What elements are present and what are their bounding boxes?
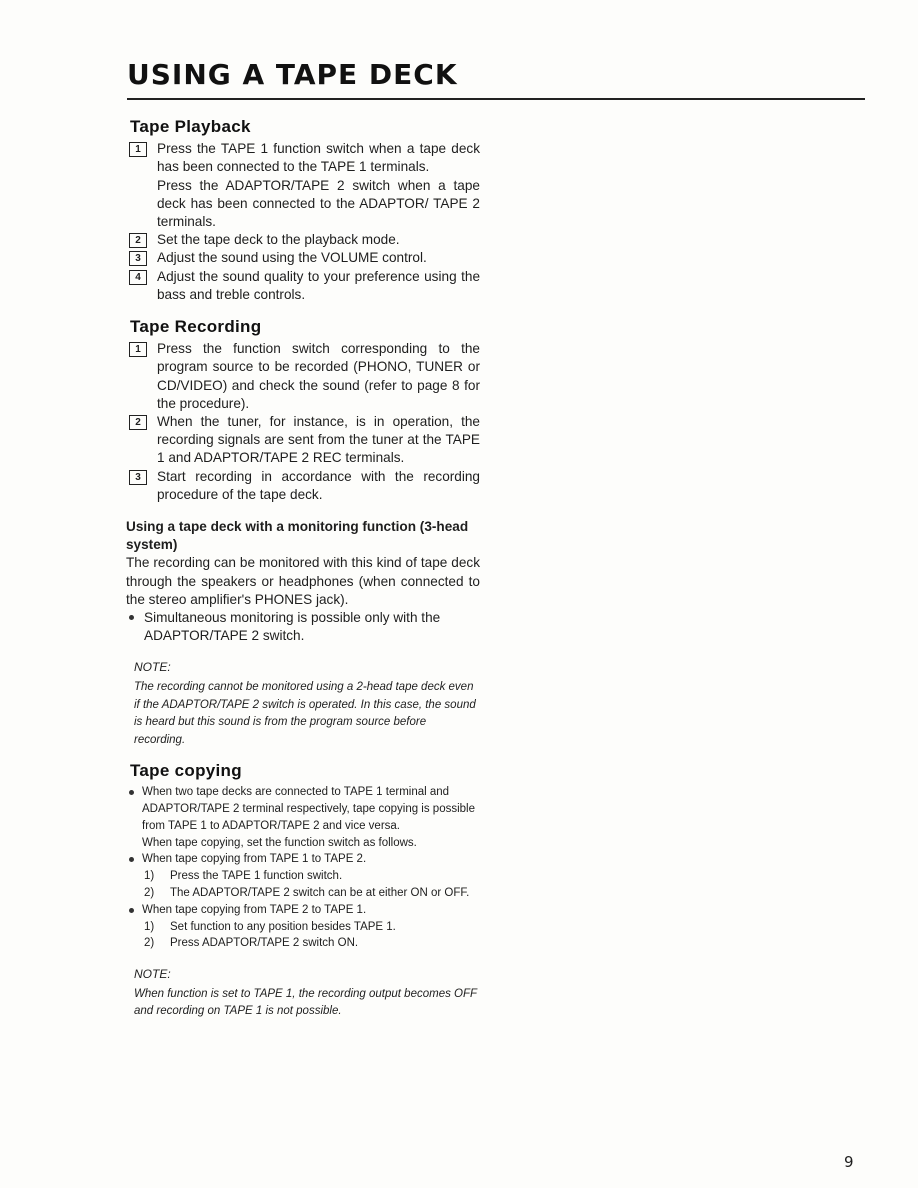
monitoring-bullets (120, 609, 480, 645)
step-text: Start recording in accordance with the recording procedure of the tape deck. (157, 468, 480, 502)
recording-step (127, 413, 480, 468)
copy-case-steps (142, 919, 480, 953)
substep-index: 1) (144, 870, 155, 883)
step-number-box: 1 (129, 142, 147, 157)
step-text: Adjust the sound using the VOLUME control. (157, 250, 427, 266)
copying-note (134, 966, 480, 1021)
playback-step (127, 140, 480, 231)
step-text: When the tuner, for instance, is in operation, the recording signals are sent from the tuner at the TAPE 1 and ADAPTOR/TAPE 2 REC terminals. (157, 414, 480, 466)
bullet-item (126, 784, 480, 851)
bullet-item (126, 902, 480, 952)
copy-substep (142, 885, 480, 902)
step-number-box: 3 (129, 470, 147, 485)
substep-text: The ADAPTOR/TAPE 2 switch can be at either ON or OFF. (170, 887, 470, 900)
monitoring-heading: Using a tape deck with a monitoring function (3-head system) (126, 519, 469, 553)
monitoring-body: The recording can be monitored with this kind of tape deck through the speakers or headphones (when connected to the stereo amplifier's PHONES jack). (126, 555, 480, 607)
step-text: Press the TAPE 1 function switch when a tape deck has been connected to the TAPE 1 terminals. (157, 141, 480, 175)
tape-recording-section (120, 318, 480, 504)
copy-substep (142, 919, 480, 936)
playback-step (127, 268, 480, 304)
copy-substep (142, 935, 480, 952)
playback-step (127, 249, 480, 267)
note-text: When function is set to TAPE 1, the recording output becomes OFF and recording on TAPE 1 is not possible. (134, 987, 477, 1018)
tape-playback-heading: Tape Playback (130, 117, 251, 136)
substep-index: 2) (144, 937, 155, 950)
tape-copying-heading: Tape copying (130, 761, 242, 781)
copy-case-steps (142, 868, 480, 902)
bullet-item (126, 851, 480, 901)
bullet-dot-icon (129, 615, 134, 620)
note-text: The recording cannot be monitored using a 2-head tape deck even if the ADAPTOR/TAPE 2 switch is operated. In this case, the sound is heard but this sound is from the program source before recording. (134, 681, 476, 746)
playback-steps (120, 140, 480, 304)
step-number-box: 2 (129, 233, 147, 248)
substep-text: Press ADAPTOR/TAPE 2 switch ON. (170, 937, 359, 950)
bullet-dot-icon (129, 790, 134, 795)
bullet-dot-icon (129, 857, 134, 862)
title-divider (127, 98, 865, 100)
step-text: Press the ADAPTOR/TAPE 2 switch when a tape deck has been connected to the ADAPTOR/ TAPE 2 terminals. (157, 177, 480, 230)
copying-bullets (120, 784, 480, 952)
page-number: 9 (844, 1153, 854, 1171)
recording-step (127, 468, 480, 504)
copy-substep (142, 868, 480, 885)
bullet-text: Simultaneous monitoring is possible only with the ADAPTOR/TAPE 2 switch. (144, 610, 441, 644)
copying-intro-2: When tape copying, set the function switch as follows. (142, 836, 417, 849)
note-label: NOTE: (134, 967, 171, 982)
step-text: Adjust the sound quality to your preference using the bass and treble controls. (157, 268, 480, 302)
step-text: Set the tape deck to the playback mode. (157, 232, 400, 248)
recording-step (127, 340, 480, 413)
tape-playback-section (120, 118, 480, 304)
substep-index: 2) (144, 887, 155, 900)
copy-case-label: When tape copying from TAPE 2 to TAPE 1. (142, 903, 367, 916)
recording-steps (120, 340, 480, 504)
bullet-dot-icon (129, 908, 134, 913)
page-title: USING A TAPE DECK (127, 58, 458, 91)
content-column (120, 118, 480, 1035)
copy-case-label: When tape copying from TAPE 1 to TAPE 2. (142, 853, 367, 866)
playback-step (127, 231, 480, 249)
bullet-item (126, 609, 480, 645)
tape-recording-heading: Tape Recording (130, 317, 262, 337)
substep-index: 1) (144, 920, 155, 933)
step-number-box: 2 (129, 415, 147, 430)
substep-text: Press the TAPE 1 function switch. (170, 870, 343, 883)
note-label: NOTE: (134, 660, 171, 675)
tape-copying-section (120, 763, 480, 1021)
step-number-box: 4 (129, 270, 147, 285)
substep-text: Set function to any position besides TAPE 1. (170, 920, 396, 933)
step-number-box: 1 (129, 342, 147, 357)
monitoring-note (134, 659, 480, 749)
monitoring-section (120, 518, 480, 749)
copying-intro: When two tape decks are connected to TAPE 1 terminal and ADAPTOR/TAPE 2 terminal respectively, tape copying is possible from TAPE 1 to ADAPTOR/TAPE 2 and vice versa. (142, 786, 476, 832)
step-number-box: 3 (129, 251, 147, 266)
step-text: Press the function switch corresponding to the program source to be recorded (PHONO, TUNER or CD/VIDEO) and check the sound (refer to page 8 for the procedure). (157, 341, 480, 411)
